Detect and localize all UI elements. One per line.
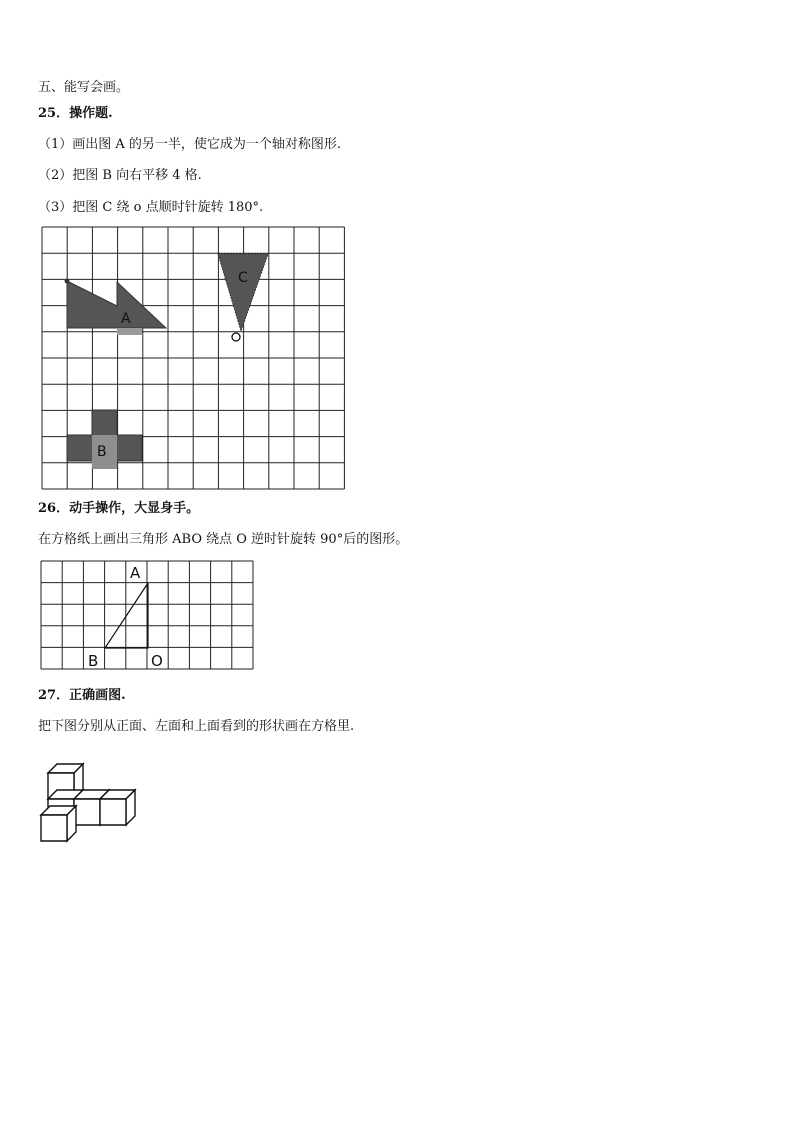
q26-grid-figure	[41, 561, 254, 671]
q25-grid-figure	[42, 227, 352, 492]
q25-item-1: （1）画出图 A 的另一半，使它成为一个轴对称图形.	[38, 137, 342, 152]
triangle-abo	[105, 583, 148, 648]
q25-item-3: （3）把图 C 绕 o 点顺时针旋转 180°.	[38, 200, 264, 215]
q26-instruction: 在方格纸上画出三角形 ABO 绕点 O 逆时针旋转 90°后的图形。	[38, 532, 409, 547]
q27-instruction: 把下图分别从正面、左面和上面看到的形状画在方格里.	[38, 719, 355, 734]
shape-b-label: B	[97, 444, 107, 460]
shape-a-shadow	[117, 328, 142, 335]
cube-front-front	[41, 815, 67, 841]
q26-grid-lines	[41, 561, 253, 669]
vertex-o-label: O	[151, 652, 163, 670]
section-heading: 五、能写会画。	[38, 80, 130, 95]
shape-a-label: A	[121, 311, 131, 327]
shape-c	[218, 254, 268, 331]
rotation-point-o	[232, 333, 240, 341]
q25-item-2: （2）把图 B 向右平移 4 格.	[38, 168, 202, 183]
cube-right-2-front	[100, 799, 126, 825]
shape-c-label: C	[238, 270, 248, 286]
cube-stack	[41, 764, 135, 841]
shape-a	[67, 281, 166, 328]
cube-right-1-front	[74, 799, 100, 825]
q27-title: 27．正确画图.	[38, 688, 126, 703]
vertex-b-label: B	[88, 652, 99, 670]
q26-title: 26．动手操作，大显身手。	[38, 501, 200, 516]
shape-a-vertex-dot	[65, 279, 70, 284]
vertex-a-label: A	[130, 564, 141, 582]
q25-title: 25．操作题.	[38, 106, 113, 121]
q27-cube-figure	[38, 758, 138, 853]
